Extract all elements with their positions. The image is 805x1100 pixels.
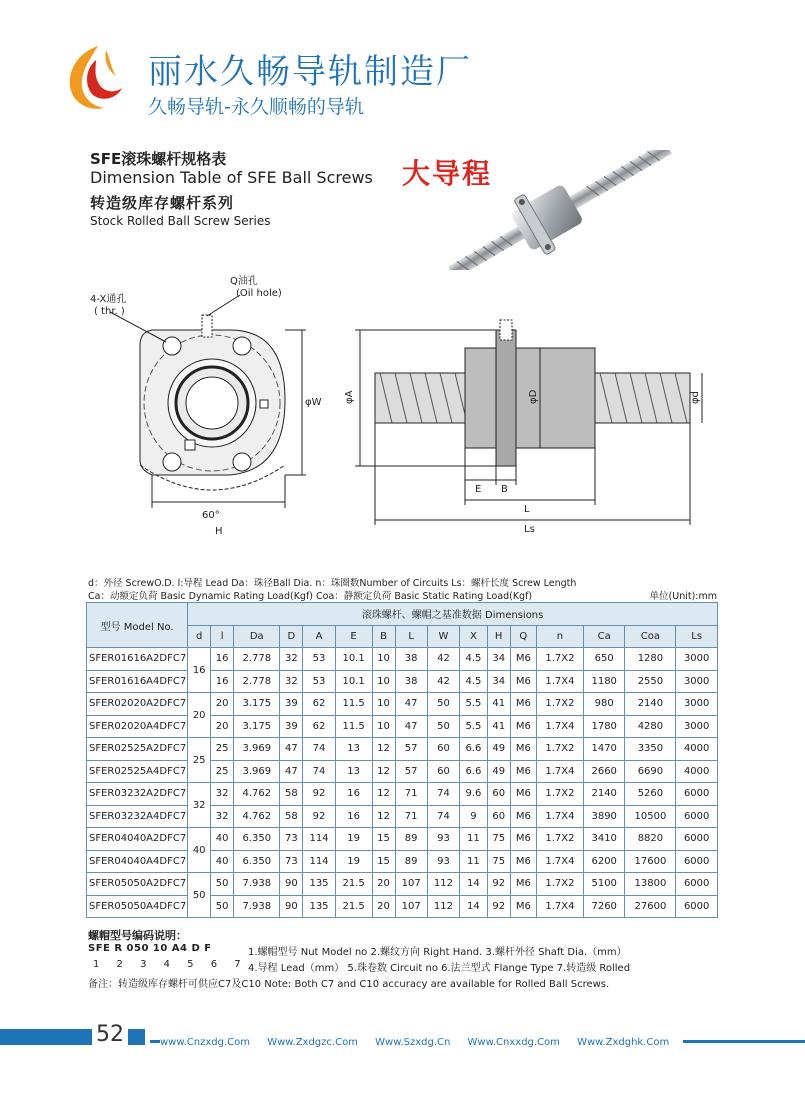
table-cell: 60 bbox=[427, 738, 459, 761]
table-cell: 135 bbox=[303, 873, 335, 896]
table-cell: 114 bbox=[303, 828, 335, 851]
table-cell: 47 bbox=[280, 760, 303, 783]
table-cell: 58 bbox=[280, 783, 303, 806]
table-cell: 7.938 bbox=[234, 873, 280, 896]
table-cell: 41 bbox=[487, 693, 510, 716]
table-cell: 92 bbox=[303, 783, 335, 806]
table-cell: 74 bbox=[427, 805, 459, 828]
company-logo-icon bbox=[60, 42, 130, 114]
table-cell-model: SFER02525A2DFC7 bbox=[87, 738, 188, 761]
table-cell: 6000 bbox=[676, 895, 718, 918]
label-d-small: φd bbox=[690, 391, 701, 404]
table-cell: 6.350 bbox=[234, 828, 280, 851]
table-cell: 74 bbox=[303, 738, 335, 761]
label-e: E bbox=[475, 484, 482, 495]
table-cell: 90 bbox=[280, 895, 303, 918]
table-cell: 49 bbox=[487, 760, 510, 783]
table-cell: 5260 bbox=[625, 783, 676, 806]
spec-table bbox=[86, 602, 718, 918]
table-cell-d-group: 16 bbox=[188, 648, 211, 693]
table-cell: 1180 bbox=[583, 670, 625, 693]
table-cell: 1280 bbox=[625, 648, 676, 671]
table-cell: 40 bbox=[211, 850, 234, 873]
table-cell: 71 bbox=[395, 783, 427, 806]
table-cell: 60 bbox=[487, 783, 510, 806]
table-cell: 4.762 bbox=[234, 783, 280, 806]
table-cell: 650 bbox=[583, 648, 625, 671]
label-oil: Q油孔 bbox=[230, 276, 258, 287]
table-cell: 32 bbox=[211, 805, 234, 828]
column-header: W bbox=[427, 625, 459, 648]
table-cell: 20 bbox=[211, 715, 234, 738]
code-positions: 1 2 3 4 5 6 7 bbox=[93, 959, 248, 970]
table-row bbox=[87, 895, 718, 918]
table-cell: 38 bbox=[395, 648, 427, 671]
column-header: X bbox=[460, 625, 488, 648]
table-cell: 74 bbox=[427, 783, 459, 806]
table-cell: M6 bbox=[510, 648, 536, 671]
table-cell-d-group: 40 bbox=[188, 828, 211, 873]
table-row bbox=[87, 873, 718, 896]
model-header: 型号 Model No. bbox=[87, 603, 188, 648]
table-cell: 4000 bbox=[676, 760, 718, 783]
table-cell: 1.7X4 bbox=[536, 805, 583, 828]
website-link[interactable]: Www.Zxdghk.Com bbox=[577, 1037, 670, 1048]
table-cell: 41 bbox=[487, 715, 510, 738]
label-h: H bbox=[215, 526, 223, 537]
code-explanation-heading: 螺帽型号编码说明： bbox=[88, 929, 187, 942]
table-cell: 1.7X4 bbox=[536, 895, 583, 918]
table-cell: 11 bbox=[460, 828, 488, 851]
table-cell: 20 bbox=[211, 693, 234, 716]
table-cell: M6 bbox=[510, 670, 536, 693]
table-cell: 1.7X4 bbox=[536, 760, 583, 783]
table-cell: 50 bbox=[211, 873, 234, 896]
table-cell: 3.969 bbox=[234, 738, 280, 761]
table-cell: 16 bbox=[211, 648, 234, 671]
table-cell: 1470 bbox=[583, 738, 625, 761]
label-a: φA bbox=[344, 390, 355, 404]
column-header: L bbox=[395, 625, 427, 648]
table-cell: 53 bbox=[303, 670, 335, 693]
table-cell: 71 bbox=[395, 805, 427, 828]
table-row bbox=[87, 738, 718, 761]
column-header: A bbox=[303, 625, 335, 648]
table-cell: 20 bbox=[372, 873, 395, 896]
table-cell: 5.5 bbox=[460, 693, 488, 716]
table-cell: M6 bbox=[510, 760, 536, 783]
label-l: L bbox=[524, 504, 530, 515]
table-cell-model: SFER02020A2DFC7 bbox=[87, 693, 188, 716]
column-header: Da bbox=[234, 625, 280, 648]
column-header: Q bbox=[510, 625, 536, 648]
table-row bbox=[87, 693, 718, 716]
table-cell: 5100 bbox=[583, 873, 625, 896]
table-cell: 89 bbox=[395, 850, 427, 873]
table-cell: 1.7X4 bbox=[536, 715, 583, 738]
table-cell: 50 bbox=[427, 693, 459, 716]
table-cell: 6690 bbox=[625, 760, 676, 783]
table-cell: 47 bbox=[395, 693, 427, 716]
table-cell: 11.5 bbox=[335, 693, 372, 716]
label-b: B bbox=[501, 484, 508, 495]
website-link[interactable]: www.Cnzxdg.Com bbox=[160, 1037, 250, 1048]
table-cell: 6000 bbox=[676, 805, 718, 828]
table-cell: M6 bbox=[510, 805, 536, 828]
table-row bbox=[87, 828, 718, 851]
table-cell: 11.5 bbox=[335, 715, 372, 738]
table-cell: 17600 bbox=[625, 850, 676, 873]
accuracy-note: 备注：转造级库存螺杆可供应C7及C10 Note: Both C7 and C10 accuracy are available for Rolled Ball Screws. bbox=[88, 979, 610, 990]
table-cell: 32 bbox=[280, 648, 303, 671]
cn-title: SFE滚珠螺杆规格表 bbox=[90, 150, 227, 168]
column-header: E bbox=[335, 625, 372, 648]
table-cell: M6 bbox=[510, 715, 536, 738]
table-cell: 6200 bbox=[583, 850, 625, 873]
table-cell: 1.7X2 bbox=[536, 873, 583, 896]
table-cell: 13800 bbox=[625, 873, 676, 896]
table-cell: 60 bbox=[487, 805, 510, 828]
table-cell: 12 bbox=[372, 760, 395, 783]
table-cell-model: SFER04040A4DFC7 bbox=[87, 850, 188, 873]
table-cell: 39 bbox=[280, 715, 303, 738]
table-cell: M6 bbox=[510, 895, 536, 918]
table-cell: 6.350 bbox=[234, 850, 280, 873]
table-cell: 3890 bbox=[583, 805, 625, 828]
table-cell: 50 bbox=[211, 895, 234, 918]
table-cell: 12 bbox=[372, 783, 395, 806]
dimensions-header: 滚珠螺杆、螺帽之基准数据 Dimensions bbox=[188, 603, 718, 626]
table-cell: 1.7X2 bbox=[536, 648, 583, 671]
table-cell: M6 bbox=[510, 828, 536, 851]
table-cell: 1.7X2 bbox=[536, 828, 583, 851]
table-cell: 3000 bbox=[676, 693, 718, 716]
table-cell: 10500 bbox=[625, 805, 676, 828]
table-cell: 89 bbox=[395, 828, 427, 851]
table-row bbox=[87, 715, 718, 738]
table-row bbox=[87, 805, 718, 828]
table-cell: 4.762 bbox=[234, 805, 280, 828]
label-holes: 4-X通孔 bbox=[90, 294, 127, 305]
table-cell: 25 bbox=[211, 760, 234, 783]
table-cell: 20 bbox=[372, 895, 395, 918]
table-cell: 60 bbox=[427, 760, 459, 783]
table-cell: 4000 bbox=[676, 738, 718, 761]
table-cell: 92 bbox=[487, 895, 510, 918]
table-cell-model: SFER03232A2DFC7 bbox=[87, 783, 188, 806]
table-cell: 1.7X4 bbox=[536, 670, 583, 693]
table-cell: 135 bbox=[303, 895, 335, 918]
label-holes-en: ( thr. ) bbox=[94, 306, 125, 317]
column-header: d bbox=[188, 625, 211, 648]
code-description-1: 1.螺帽型号 Nut Model no 2.螺纹方向 Right Hand. 3.螺杆外径 Shaft Dia.（mm） bbox=[248, 947, 627, 958]
table-cell: 16 bbox=[335, 783, 372, 806]
table-cell: 5.5 bbox=[460, 715, 488, 738]
website-link[interactable]: Www.Cnxxdg.Com bbox=[467, 1037, 560, 1048]
table-cell: 73 bbox=[280, 850, 303, 873]
table-cell: 9.6 bbox=[460, 783, 488, 806]
column-header: B bbox=[372, 625, 395, 648]
label-oil-en: (Oil hole) bbox=[236, 288, 282, 299]
table-cell: 3410 bbox=[583, 828, 625, 851]
large-lead-badge: 大导程 bbox=[402, 157, 493, 190]
table-cell: 112 bbox=[427, 873, 459, 896]
table-cell: 6000 bbox=[676, 850, 718, 873]
table-cell: 6.6 bbox=[460, 760, 488, 783]
table-row bbox=[87, 648, 718, 671]
company-name: 丽水久畅导轨制造厂 bbox=[148, 52, 472, 92]
table-cell-model: SFER01616A4DFC7 bbox=[87, 670, 188, 693]
table-cell: 39 bbox=[280, 693, 303, 716]
table-cell-model: SFER05050A4DFC7 bbox=[87, 895, 188, 918]
table-cell: 6.6 bbox=[460, 738, 488, 761]
table-cell: 27600 bbox=[625, 895, 676, 918]
column-header: n bbox=[536, 625, 583, 648]
label-angle: 60° bbox=[202, 510, 220, 521]
table-cell: 19 bbox=[335, 828, 372, 851]
table-cell: 12 bbox=[372, 738, 395, 761]
column-header: H bbox=[487, 625, 510, 648]
table-cell: M6 bbox=[510, 783, 536, 806]
table-cell: 92 bbox=[303, 805, 335, 828]
code-description-2: 4.导程 Lead（mm） 5.珠卷数 Circuit no 6.法兰型式 Flange Type 7.转造级 Rolled bbox=[248, 963, 631, 974]
table-cell: 57 bbox=[395, 738, 427, 761]
column-header: Coa bbox=[625, 625, 676, 648]
technical-drawing bbox=[80, 270, 720, 540]
table-cell: 6000 bbox=[676, 873, 718, 896]
column-header: Ca bbox=[583, 625, 625, 648]
table-cell: 75 bbox=[487, 828, 510, 851]
company-slogan: 久畅导轨-永久顺畅的导轨 bbox=[148, 96, 364, 118]
table-cell: 47 bbox=[280, 738, 303, 761]
table-row bbox=[87, 670, 718, 693]
label-d-big: φD bbox=[528, 389, 539, 404]
table-cell: 34 bbox=[487, 648, 510, 671]
table-cell: 16 bbox=[211, 670, 234, 693]
table-cell: 114 bbox=[303, 850, 335, 873]
screw-side-view bbox=[355, 320, 702, 525]
table-cell: 13 bbox=[335, 738, 372, 761]
table-cell: 8820 bbox=[625, 828, 676, 851]
en-subtitle: Stock Rolled Ball Screw Series bbox=[90, 214, 271, 228]
label-w: φW bbox=[305, 397, 322, 408]
table-cell: 93 bbox=[427, 828, 459, 851]
table-cell: 10 bbox=[372, 670, 395, 693]
table-cell: 107 bbox=[395, 895, 427, 918]
table-cell: 42 bbox=[427, 648, 459, 671]
table-cell: 19 bbox=[335, 850, 372, 873]
legend-line-2: Ca：动额定负荷 Basic Dynamic Rating Load(Kgf) Coa：静额定负荷 Basic Static Rating Load(Kgf) bbox=[88, 591, 533, 602]
website-link[interactable]: Www.Szxdg.Cn bbox=[375, 1037, 451, 1048]
table-cell: 4.5 bbox=[460, 648, 488, 671]
table-cell: 4.5 bbox=[460, 670, 488, 693]
table-cell: 2140 bbox=[625, 693, 676, 716]
table-cell: 38 bbox=[395, 670, 427, 693]
table-cell: 4280 bbox=[625, 715, 676, 738]
table-cell: 92 bbox=[487, 873, 510, 896]
table-cell: 15 bbox=[372, 850, 395, 873]
table-cell: 73 bbox=[280, 828, 303, 851]
table-cell: 32 bbox=[280, 670, 303, 693]
table-cell: 10 bbox=[372, 715, 395, 738]
table-cell: 3000 bbox=[676, 648, 718, 671]
label-ls: Ls bbox=[524, 524, 535, 535]
table-cell: 10 bbox=[372, 693, 395, 716]
flange-end-view bbox=[110, 295, 306, 508]
table-cell: 62 bbox=[303, 693, 335, 716]
table-cell-model: SFER03232A4DFC7 bbox=[87, 805, 188, 828]
table-cell: 2.778 bbox=[234, 648, 280, 671]
table-cell-model: SFER04040A2DFC7 bbox=[87, 828, 188, 851]
table-cell-d-group: 32 bbox=[188, 783, 211, 828]
table-cell-model: SFER02020A4DFC7 bbox=[87, 715, 188, 738]
table-cell: 53 bbox=[303, 648, 335, 671]
cn-subtitle: 转造级库存螺杆系列 bbox=[90, 194, 235, 212]
table-cell: 3350 bbox=[625, 738, 676, 761]
table-cell: 112 bbox=[427, 895, 459, 918]
table-cell-model: SFER05050A2DFC7 bbox=[87, 873, 188, 896]
table-row bbox=[87, 850, 718, 873]
table-cell: 75 bbox=[487, 850, 510, 873]
table-cell: 2140 bbox=[583, 783, 625, 806]
table-cell: 3.969 bbox=[234, 760, 280, 783]
table-cell: M6 bbox=[510, 693, 536, 716]
table-cell: 3.175 bbox=[234, 715, 280, 738]
legend-line-1: d：外径 ScrewO.D. l:导程 Lead Da：珠径Ball Dia. n：珠圈数Number of Circuits Ls：螺杆长度 Screw Length bbox=[88, 578, 577, 589]
column-header: l bbox=[211, 625, 234, 648]
table-cell: 11 bbox=[460, 850, 488, 873]
unit-label: 单位(Unit):mm bbox=[649, 591, 717, 602]
table-cell: 2550 bbox=[625, 670, 676, 693]
table-cell: 14 bbox=[460, 895, 488, 918]
table-cell: 21.5 bbox=[335, 895, 372, 918]
table-cell-d-group: 25 bbox=[188, 738, 211, 783]
footer-links bbox=[160, 1037, 683, 1048]
table-cell: 6000 bbox=[676, 783, 718, 806]
table-cell-model: SFER01616A2DFC7 bbox=[87, 648, 188, 671]
page-number: 52 bbox=[92, 1022, 128, 1047]
table-cell: 42 bbox=[427, 670, 459, 693]
table-cell: M6 bbox=[510, 873, 536, 896]
table-cell: 10 bbox=[372, 648, 395, 671]
table-cell: M6 bbox=[510, 738, 536, 761]
table-cell: 1.7X2 bbox=[536, 783, 583, 806]
table-cell: 2660 bbox=[583, 760, 625, 783]
code-example: SFE R 050 10 A4 D F bbox=[88, 943, 212, 954]
table-row bbox=[87, 760, 718, 783]
table-cell: 10.1 bbox=[335, 648, 372, 671]
table-cell: 90 bbox=[280, 873, 303, 896]
table-row bbox=[87, 783, 718, 806]
table-cell: 1780 bbox=[583, 715, 625, 738]
table-cell: 50 bbox=[427, 715, 459, 738]
table-cell: 14 bbox=[460, 873, 488, 896]
table-cell: 25 bbox=[211, 738, 234, 761]
table-cell: 15 bbox=[372, 828, 395, 851]
table-cell: 1.7X2 bbox=[536, 738, 583, 761]
table-cell: 10.1 bbox=[335, 670, 372, 693]
table-cell: 3000 bbox=[676, 670, 718, 693]
table-cell: 107 bbox=[395, 873, 427, 896]
table-cell: 40 bbox=[211, 828, 234, 851]
table-cell: 7.938 bbox=[234, 895, 280, 918]
table-cell: 74 bbox=[303, 760, 335, 783]
website-link[interactable]: Www.Zxdgzc.Com bbox=[267, 1037, 358, 1048]
table-cell: 93 bbox=[427, 850, 459, 873]
table-cell: 62 bbox=[303, 715, 335, 738]
table-cell-d-group: 50 bbox=[188, 873, 211, 918]
table-cell-model: SFER02525A4DFC7 bbox=[87, 760, 188, 783]
table-cell: 1.7X4 bbox=[536, 850, 583, 873]
table-cell: 980 bbox=[583, 693, 625, 716]
table-cell: 12 bbox=[372, 805, 395, 828]
table-cell: 21.5 bbox=[335, 873, 372, 896]
en-title: Dimension Table of SFE Ball Screws bbox=[90, 168, 373, 187]
table-cell: 34 bbox=[487, 670, 510, 693]
table-cell-d-group: 20 bbox=[188, 693, 211, 738]
table-cell: M6 bbox=[510, 850, 536, 873]
table-cell: 13 bbox=[335, 760, 372, 783]
table-cell: 49 bbox=[487, 738, 510, 761]
column-header: D bbox=[280, 625, 303, 648]
table-cell: 7260 bbox=[583, 895, 625, 918]
table-cell: 2.778 bbox=[234, 670, 280, 693]
table-cell: 57 bbox=[395, 760, 427, 783]
table-cell: 47 bbox=[395, 715, 427, 738]
table-cell: 6000 bbox=[676, 828, 718, 851]
table-cell: 1.7X2 bbox=[536, 693, 583, 716]
table-cell: 58 bbox=[280, 805, 303, 828]
column-header: Ls bbox=[676, 625, 718, 648]
table-cell: 3000 bbox=[676, 715, 718, 738]
ball-screw-product-image bbox=[445, 150, 675, 270]
table-cell: 16 bbox=[335, 805, 372, 828]
table-cell: 3.175 bbox=[234, 693, 280, 716]
table-cell: 32 bbox=[211, 783, 234, 806]
table-cell: 9 bbox=[460, 805, 488, 828]
